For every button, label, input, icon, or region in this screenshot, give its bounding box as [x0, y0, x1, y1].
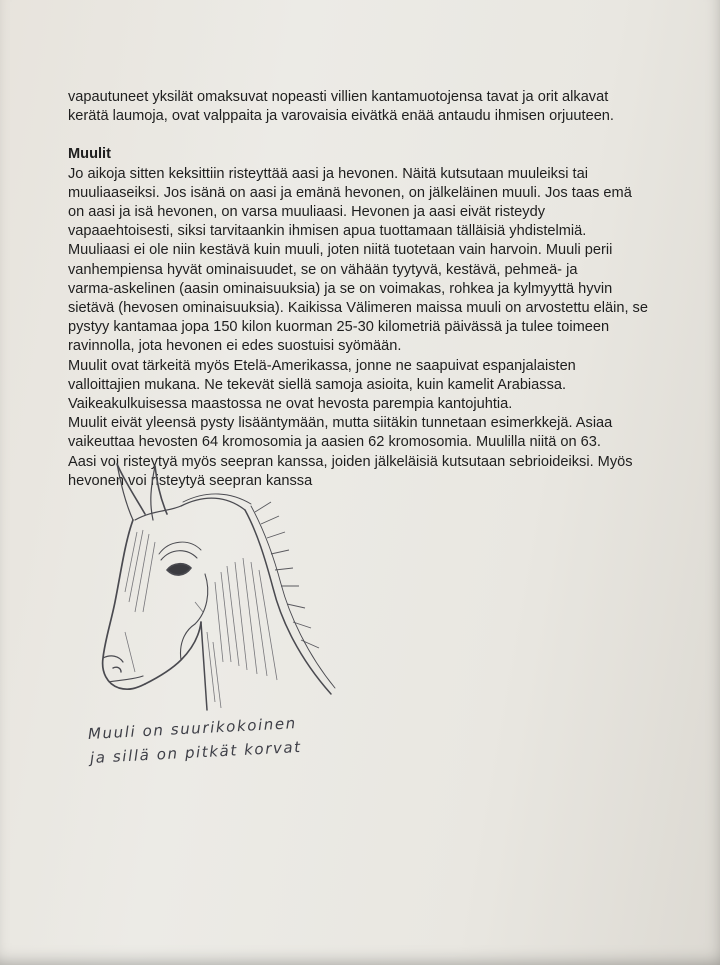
text-line: vapaaehtoisesti, siksi tarvitaankin ihmisen apua tuottamaan tälläisiä yhdistelmiä.: [68, 223, 587, 240]
text-line: pystyy kantamaa jopa 150 kilon kuorman 25-30 kilometriä päivässä ja tulee toimeen: [68, 319, 610, 336]
text-line: Muulit eivät yleensä pysty lisääntymään, mutta siitäkin tunnetaan esimerkkejä. Asiaa: [68, 415, 613, 432]
text-line: hevonen voi risteytyä seepran kanssa: [68, 472, 313, 489]
text-line: valloittajien mukana. Ne tekevät siellä samoja asioita, kuin kamelit Arabiassa.: [68, 376, 567, 393]
text-line: vanhempiensa hyvät ominaisuudet, se on vähään tyytyvä, kestävä, pehmeä- ja: [68, 261, 578, 278]
text-line: Muuliaasi ei ole niin kestävä kuin muuli, joten niitä tuotetaan vain harvoin. Muuli perii: [68, 242, 613, 259]
text-line: sietävä (hevosen ominaisuuksia). Kaikissa Välimeren maissa muuli on arvostettu eläin, se: [68, 300, 648, 317]
caption-line: ja sillä on pitkät korvat: [89, 737, 303, 767]
text-line: Vaikeakulkuisessa maastossa ne ovat hevosta parempia kantojuhtia.: [68, 396, 513, 413]
text-line: on aasi ja isä hevonen, on varsa muuliaasi. Hevonen ja aasi eivät risteydy: [68, 204, 545, 221]
mule-head-sketch: [95, 462, 355, 712]
text-line: vapautuneet yksilät omaksuvat nopeasti villien kantamuotojensa tavat ja orit alkavat: [68, 89, 609, 105]
text-line: Muulit ovat tärkeitä myös Etelä-Amerikassa, jonne ne saapuivat espanjalaisten: [68, 357, 576, 374]
text-line: Jo aikoja sitten keksittiin risteyttää aasi ja hevonen. Näitä kutsutaan muuleiksi tai: [68, 165, 588, 182]
section-heading: Muulit: [68, 146, 111, 163]
handwritten-caption: [87, 714, 388, 770]
text-line: vaikeuttaa hevosten 64 kromosomia ja aasien 62 kromosomia. Muulilla niitä on 63.: [68, 434, 601, 451]
text-line: kerätä laumoja, ovat valppaita ja varovaisia eivätkä enää antaudu ihmisen orjuuteen.: [68, 108, 614, 125]
caption-line: Muuli on suurikokoinen: [87, 714, 298, 743]
text-line: ravinnolla, jota hevonen ei edes suostuisi syömään.: [68, 338, 402, 355]
printed-text: [68, 88, 668, 491]
text-line: varma-askelinen (aasin ominaisuuksia) ja se on voimakas, rohkea ja kylmyyttä hyvin: [68, 280, 613, 297]
text-line: muuliaaseiksi. Jos isänä on aasi ja emänä hevonen, on jälkeläinen muuli. Jos taas emä: [68, 184, 632, 201]
text-line: Aasi voi risteytyä myös seepran kanssa, joiden jälkeläisiä kutsutaan sebrioideiksi. Myös: [68, 453, 633, 470]
